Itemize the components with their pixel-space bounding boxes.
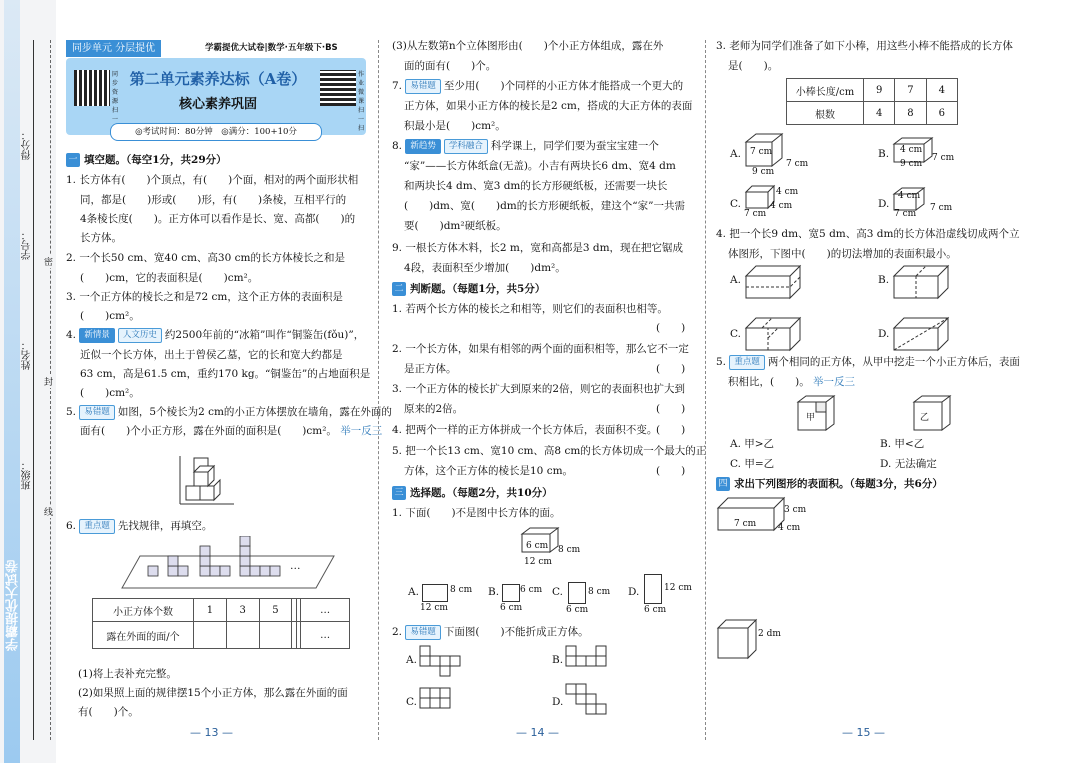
option-c-h: 8 cm <box>588 587 611 597</box>
cuboid-label-depth: 8 cm <box>558 545 581 555</box>
cube-jia-figure <box>796 394 836 432</box>
choice-4-line-2: 体图形，下图中( )的切法增加的表面积最小。 <box>728 248 957 260</box>
exam-info: ◎考试时间：80分钟 ◎满分：100+10分 <box>110 123 322 141</box>
judge-4: 4. 把两个一样的正方体拼成一个长方体后，表面积不变。 <box>392 424 658 436</box>
stick-opt-d-label[interactable]: D. <box>878 198 890 210</box>
table-cell: 根数 <box>787 102 864 125</box>
binding-student-no: 学号： <box>22 230 33 260</box>
stick-opt-a-label[interactable]: A. <box>730 148 741 160</box>
seal-mi: 密 <box>44 255 53 268</box>
c5-option-a[interactable]: A. 甲>乙 <box>730 438 775 450</box>
q6-sub-1: (1)将上表补充完整。 <box>78 668 177 680</box>
option-d-label[interactable]: D. <box>628 586 640 598</box>
q9-line-2: 4段，表面积至少增加( )dm²。 <box>404 262 566 274</box>
cut-opt-b-figure <box>892 264 950 300</box>
option-d-w: 6 cm <box>644 605 667 615</box>
surface-cuboid-height: 3 cm <box>784 505 807 515</box>
corner-cubes-figure <box>176 446 236 508</box>
extend-link-q5[interactable]: 举一反三 <box>340 425 383 437</box>
stick-opt-a-dim-3: 9 cm <box>752 167 775 177</box>
c5-option-d[interactable]: D. 无法确定 <box>880 458 937 470</box>
judge-2-answer[interactable]: ( ) <box>656 363 686 375</box>
q4-line-4: ( )cm²。 <box>80 387 140 399</box>
q2-line-2: ( )cm，它的表面积是( )cm²。 <box>80 272 259 284</box>
choice-3-line-1: 3. 老师为同学们准备了如下小棒，用这些小棒不能搭成的长方体 <box>716 40 1013 52</box>
option-a-h: 8 cm <box>450 585 473 595</box>
table-cell: 9 <box>864 79 895 102</box>
table-cell: 3 <box>226 599 259 622</box>
cube-yi-figure <box>912 394 952 432</box>
q8-line-2: “家”——长方体纸盒(无盖)。小吉有两块长6 dm、宽4 dm <box>404 160 676 172</box>
stick-opt-d-dim-2: 7 cm <box>930 203 953 213</box>
q6-sub-2-line-1: (2)如果照上面的规律摆15个小正方体，那么露在外面的面 <box>78 687 348 699</box>
cube-net-b <box>564 644 608 678</box>
binding-line <box>33 40 34 740</box>
qr-code-right <box>320 70 356 106</box>
header-tag: 同步单元 分层提优 <box>66 40 161 57</box>
table-cell: 1 <box>194 599 227 622</box>
judge-2-line-1: 2. 一个长方体，如果有相邻的两个面的面积相等，那么它不一定 <box>392 343 689 355</box>
unit-title: 第二单元素养达标（A卷） <box>129 70 307 88</box>
table-cell[interactable] <box>259 622 292 649</box>
choice-4-line-1: 4. 把一个长9 dm、宽5 dm、高3 dm的长方体沿虚线切成两个立 <box>716 228 1020 240</box>
c5-option-b[interactable]: B. 甲<乙 <box>880 438 925 450</box>
cube-jia-label: 甲 <box>806 413 816 423</box>
qr-code-left <box>74 70 110 106</box>
q4-line-2: 近似一个长方体，出土于曾侯乙墓，它的长和宽大约都是 <box>80 349 343 361</box>
q7-line-3: 积最小是( )cm²。 <box>404 120 506 132</box>
table-cell[interactable] <box>226 622 259 649</box>
choice-5-line-1: 5. 重点题 两个相同的正方体，从甲中挖走一个小正方体后，表面 <box>716 356 1020 368</box>
page-number-14: — 14 — <box>516 726 559 739</box>
surface-cuboid-width: 4 cm <box>778 523 801 533</box>
q6-line: 6. 重点题 先找规律，再填空。 <box>66 520 213 532</box>
stick-opt-a-dim-2: 7 cm <box>786 159 809 169</box>
stick-opt-b-dim-3: 9 cm <box>900 159 923 169</box>
option-d-h: 12 cm <box>664 583 692 593</box>
net-option-d-label[interactable]: D. <box>552 696 564 708</box>
cuboid-label-length: 12 cm <box>524 557 552 567</box>
cube-yi-label: 乙 <box>920 413 930 423</box>
table-cell: 4 <box>864 102 895 125</box>
page-number-15: — 15 — <box>842 726 885 739</box>
cut-opt-d-figure <box>892 316 950 352</box>
stick-opt-d-dim-1: 4 cm <box>898 191 921 201</box>
q8-line-3: 和两块长4 dm、宽3 dm的长方形硬纸板，还需要一块长 <box>404 180 668 192</box>
q1-line-4: 长方体。 <box>80 232 122 244</box>
stick-opt-c-dim-3: 7 cm <box>744 209 767 219</box>
judge-5-line-1: 5. 把一个长13 cm、宽10 cm、高8 cm的长方体切成一个最大的正 <box>392 445 707 457</box>
q9-line-1: 9. 一根长方体木料，长2 m，宽和高都是3 dm，现在把它锯成 <box>392 242 684 254</box>
surface-cuboid-length: 7 cm <box>734 519 757 529</box>
q8-line-1: 8. 新趋势 学科融合 科学课上，同学们要为蚕宝宝建一个 <box>392 140 659 152</box>
option-b-h: 6 cm <box>520 585 543 595</box>
net-option-a-label[interactable]: A. <box>406 654 417 666</box>
stick-opt-c-label[interactable]: C. <box>730 198 741 210</box>
judge-3-answer[interactable]: ( ) <box>656 403 686 415</box>
section-1-heading: 一 填空题。（每空1分，共29分） <box>66 150 227 170</box>
table-cell: 露在外面的面/个 <box>93 622 194 649</box>
c5-option-c[interactable]: C. 甲=乙 <box>730 458 775 470</box>
table-cell: 4 <box>926 79 957 102</box>
binding-name: 姓名： <box>22 340 33 370</box>
q2-line-1: 2. 一个长50 cm、宽40 cm、高30 cm的长方体棱长之和是 <box>66 252 345 264</box>
q4-line-1: 4. 新情景 人文历史 约2500年前的“冰箱”叫作“铜鉴缶(fǒu)”， <box>66 329 365 341</box>
q1-line-1: 1. 长方体有( )个顶点，有( )个面，相对的两个面形状相 <box>66 174 359 186</box>
option-a-label[interactable]: A. <box>408 586 419 598</box>
table-cell: … <box>301 622 350 649</box>
q7-line-2: 正方体，如果小正方体的棱长是2 cm，搭成的大正方体的表面 <box>404 100 693 112</box>
pattern-table <box>92 598 350 649</box>
option-c-w: 6 cm <box>566 605 589 615</box>
seal-xian: 线 <box>44 505 53 518</box>
cut-opt-b-label[interactable]: B. <box>878 274 890 286</box>
q5-line-1: 5. 易错题 如图，5个棱长为2 cm的小正方体摆放在墙角，露在外面的 <box>66 406 392 418</box>
q8-line-5: 要( )dm²硬纸板。 <box>404 220 507 232</box>
page-divider-2 <box>705 40 706 740</box>
q3-line-1: 3. 一个正方体的棱长之和是72 cm，这个正方体的表面积是 <box>66 291 343 303</box>
table-cell: 小正方体个数 <box>93 599 194 622</box>
stick-opt-c-dim-1: 4 cm <box>776 187 799 197</box>
q1-line-3: 4条棱长度( )。正方体可以看作是长、宽、高都( )的 <box>80 213 356 225</box>
choice-5-line-2: 积相比，( )。 举一反三 <box>728 376 856 388</box>
q3-line-2: ( )cm²。 <box>80 310 140 322</box>
stick-opt-b-label[interactable]: B. <box>878 148 890 160</box>
unit-subtitle: 核心素养巩固 <box>178 97 257 112</box>
table-cell: 5 <box>259 599 292 622</box>
seal-line <box>50 40 51 740</box>
judge-3-line-1: 3. 一个正方体的棱长扩大到原来的2倍，则它的表面积也扩大到 <box>392 383 686 395</box>
q1-line-2: 同，都是( )形或( )形，有( )条棱，互相平行的 <box>80 194 347 206</box>
page-divider-1 <box>378 40 379 740</box>
surface-cube-edge: 2 dm <box>758 629 781 639</box>
page-number-13: — 13 — <box>190 726 233 739</box>
judge-4-answer[interactable]: ( ) <box>656 424 686 436</box>
q6-sub-3-line-2: 面的面有( )个。 <box>404 60 497 72</box>
option-c-label[interactable]: C. <box>552 586 563 598</box>
option-b-label[interactable]: B. <box>488 586 500 598</box>
q8-line-4: ( )dm、宽( )dm的长方形硬纸板，建这个“家”一共需 <box>404 200 685 212</box>
cube-net-a <box>418 644 462 678</box>
seal-feng: 封 <box>44 375 53 388</box>
stick-opt-c-dim-2: 4 cm <box>770 201 793 211</box>
cube-sequence-dots: … <box>290 560 301 572</box>
extend-link-c5[interactable]: 举一反三 <box>813 376 856 388</box>
net-option-c-label[interactable]: C. <box>406 696 417 708</box>
net-option-b-label[interactable]: B. <box>552 654 564 666</box>
choice-3-line-2: 是( )。 <box>728 60 779 72</box>
table-cell: 小棒长度/cm <box>787 79 864 102</box>
table-cell: 8 <box>895 102 926 125</box>
cut-opt-d-label[interactable]: D. <box>878 328 890 340</box>
cut-opt-c-figure <box>744 316 802 352</box>
stick-table <box>786 78 958 125</box>
q6-sub-3-line-1: (3)从左数第n个立体图形由( )个小正方体组成，露在外 <box>392 40 664 52</box>
judge-2-line-2: 是正方体。 <box>404 363 457 375</box>
brand-text: 学霸提优大试卷 <box>6 560 21 651</box>
stick-opt-d-dim-3: 7 cm <box>894 209 917 219</box>
q6-sub-2-line-2: 有( )个。 <box>78 706 139 718</box>
cuboid-label-height: 6 cm <box>526 541 549 551</box>
table-cell: … <box>301 599 350 622</box>
cut-opt-c-label[interactable]: C. <box>730 328 741 340</box>
judge-1-answer[interactable]: ( ) <box>656 322 686 334</box>
cut-opt-a-figure <box>744 264 802 300</box>
stick-opt-b-dim-1: 4 cm <box>900 145 923 155</box>
header-series: 学霸提优大试卷|数学·五年级下·BS <box>205 43 338 53</box>
choice-2: 2. 易错题 下面图( )不能折成正方体。 <box>392 626 589 638</box>
binding-class: 班级： <box>22 460 33 490</box>
section-2-heading: 二 判断题。（每题1分，共5分） <box>392 279 545 299</box>
option-a-w: 12 cm <box>420 603 448 613</box>
qr-right-caption: 作业 微课 扫一扫 <box>358 71 365 132</box>
cube-net-d <box>564 682 608 716</box>
stick-opt-a-dim-1: 7 cm <box>750 147 773 157</box>
judge-1: 1. 若两个长方体的棱长之和相等，则它们的表面积也相等。 <box>392 303 668 315</box>
table-cell: 6 <box>926 102 957 125</box>
choice-1: 1. 下面( )不是图中长方体的面。 <box>392 507 561 519</box>
q4-line-3: 63 cm，高是61.5 cm，重约170 kg。“铜鉴缶”的占地面积是 <box>80 368 371 380</box>
judge-5-answer[interactable]: ( ) <box>656 465 686 477</box>
table-cell: 7 <box>895 79 926 102</box>
q7-line-1: 7. 易错题 至少用( )个同样的小正方体才能搭成一个更大的 <box>392 80 684 92</box>
cube-sequence-figure <box>120 536 336 592</box>
judge-5-line-2: 方体，这个正方体的棱长是10 cm。 <box>404 465 574 477</box>
q5-line-2: 面有( )个小正方形，露在外面的面积是( )cm²。 举一反三 <box>80 425 383 437</box>
judge-3-line-2: 原来的2倍。 <box>404 403 464 415</box>
table-cell[interactable] <box>194 622 227 649</box>
section-4-heading: 四 求出下列图形的表面积。（每题3分，共6分） <box>716 474 943 494</box>
option-b-w: 6 cm <box>500 603 523 613</box>
section-3-heading: 三 选择题。（每题2分，共10分） <box>392 483 553 503</box>
binding-score: 得分： <box>22 130 33 160</box>
stick-opt-b-dim-2: 7 cm <box>932 153 955 163</box>
cut-opt-a-label[interactable]: A. <box>730 274 741 286</box>
surface-area-cube <box>716 618 758 660</box>
qr-left-caption: 同步 资源 扫一 <box>112 71 119 123</box>
cube-net-c <box>418 686 452 712</box>
